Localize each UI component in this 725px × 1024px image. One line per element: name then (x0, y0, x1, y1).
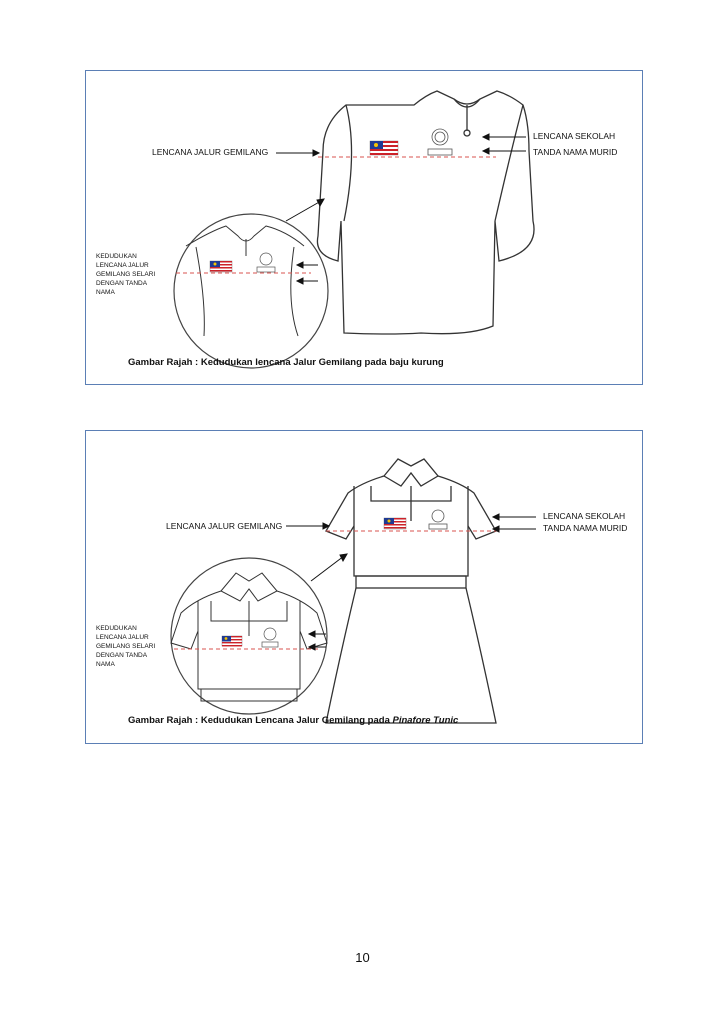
figure-caption: Gambar Rajah : Kedudukan lencana Jalur Gemilang pada baju kurung (128, 357, 444, 368)
malaysia-flag-icon (222, 636, 242, 646)
school-badge-label: LENCANA SEKOLAH (543, 511, 626, 521)
malaysia-flag-icon (384, 518, 406, 529)
position-note (96, 252, 176, 297)
page-number: 10 (355, 950, 370, 965)
label-arrows (286, 514, 536, 581)
zoom-detail-circle (174, 214, 328, 368)
position-note-line: DENGAN TANDA (96, 280, 148, 287)
position-note-line: GEMILANG SELARI (96, 271, 156, 278)
figure-caption-italic: Pinafore Tunic (392, 715, 459, 726)
label-arrows (276, 134, 526, 221)
school-badge-icon (432, 129, 448, 145)
position-note-line: KEDUDUKAN (96, 253, 137, 260)
flag-badge-label: LENCANA JALUR GEMILANG (152, 147, 269, 157)
position-note-line: NAMA (96, 289, 115, 296)
position-note-line: KEDUDUKAN (96, 625, 137, 632)
school-badge-label: LENCANA SEKOLAH (533, 131, 616, 141)
figure-baju-kurung (85, 70, 643, 385)
malaysia-flag-icon (210, 261, 232, 272)
pinafore-illustration (86, 431, 642, 743)
name-tag-label: TANDA NAMA MURID (543, 523, 628, 533)
position-note (96, 624, 176, 669)
name-tag-icon (429, 524, 447, 529)
position-note-line: DENGAN TANDA (96, 652, 148, 659)
position-note-line: GEMILANG SELARI (96, 643, 156, 650)
pinafore-drawing (326, 459, 496, 723)
figure-caption (128, 715, 458, 726)
position-note-line: LENCANA JALUR (96, 262, 149, 269)
name-tag-icon (428, 149, 452, 155)
flag-badge-label: LENCANA JALUR GEMILANG (166, 521, 283, 531)
baju-kurung-illustration (86, 71, 642, 384)
name-tag-label: TANDA NAMA MURID (533, 147, 618, 157)
name-tag-icon (257, 267, 275, 272)
position-note-line: NAMA (96, 661, 115, 668)
position-note-line: LENCANA JALUR (96, 634, 149, 641)
zoom-detail-circle (171, 558, 327, 714)
figure-caption-text: Gambar Rajah : Kedudukan Lencana Jalur Gemilang pada (128, 715, 393, 726)
name-tag-icon (262, 642, 278, 647)
malaysia-flag-icon (370, 141, 398, 155)
baju-kurung-drawing (317, 91, 534, 334)
figure-pinafore-tunic (85, 430, 643, 744)
school-badge-icon (432, 510, 444, 522)
